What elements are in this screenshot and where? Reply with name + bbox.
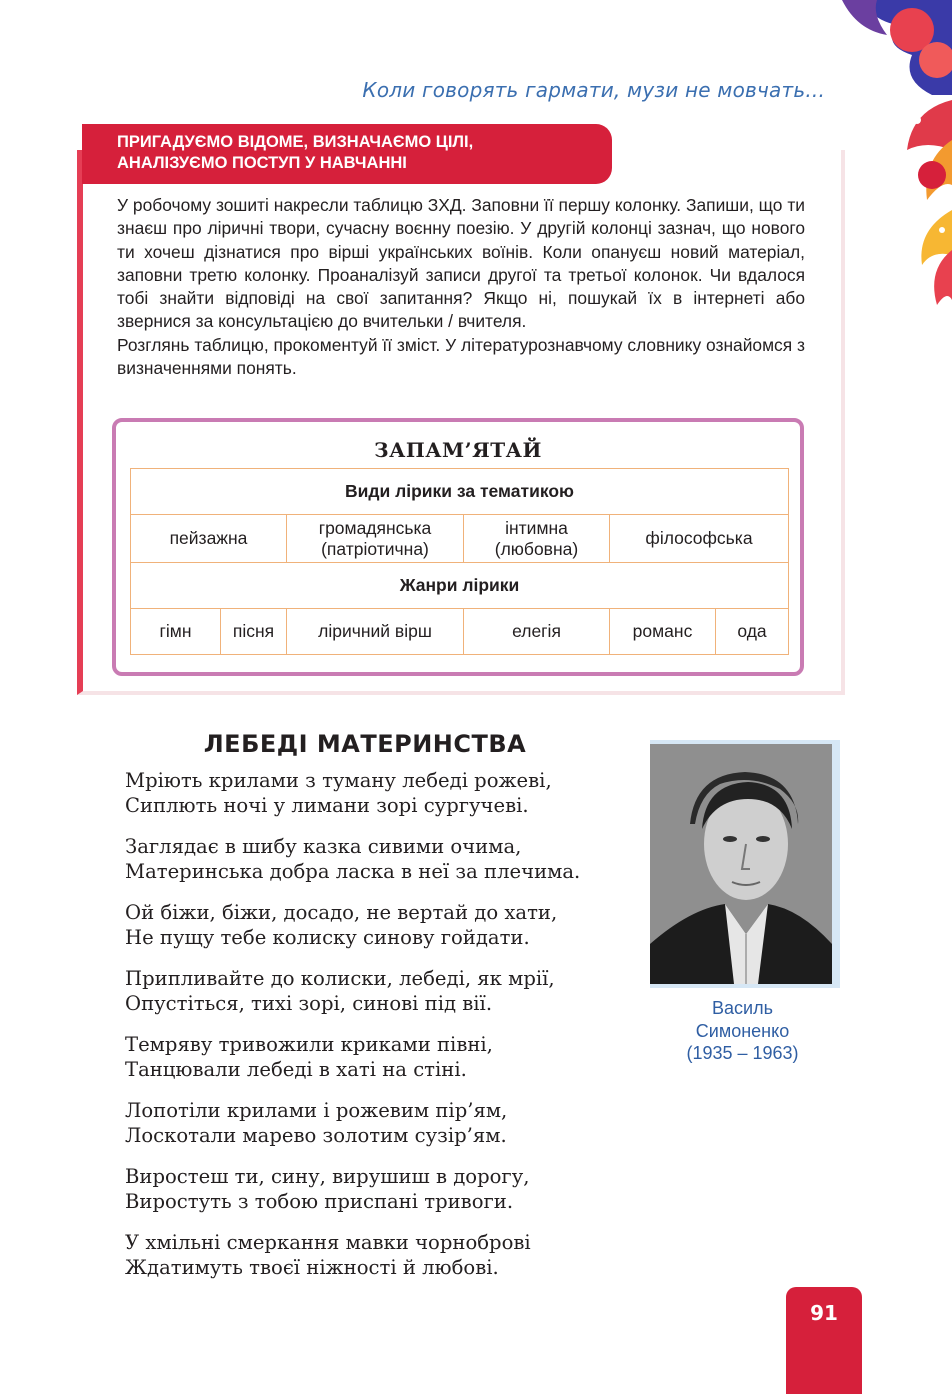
- table-cell: ліричний вірш: [287, 609, 464, 655]
- running-head: Коли говорять гармати, музи не мовчать...: [362, 78, 825, 102]
- stanza: [125, 966, 645, 1016]
- cell-text: (любовна): [494, 538, 579, 559]
- poem-line: Не пущу тебе колиску синову гойдати.: [125, 926, 530, 949]
- portrait-photo: [650, 744, 832, 984]
- table-cell: [131, 515, 287, 563]
- poem-line: Мріють крилами з туману лебеді рожеві,: [125, 769, 552, 792]
- poem-line: Лопотіли крилами і рожевим пір’ям,: [125, 1099, 508, 1122]
- task-paragraph: У робочому зошиті накресли таблицю ЗХД. Заповни її першу колонку. Запиши, що ти знаєш про ліричні твори, сучасну воєнну поезію. У другій колонці зазнач, що нового ти хочеш дізнатися про вірші українських воїнів. Коли опануєш новий матеріал, заповни третю колонку. Проаналізуй записи другої та третьої колонок. Чи вдалося тобі знайти відповіді на свої запитання? Якщо ні, пошукай їх в інтернеті або звернися за консультацією до вчительки / вчителя.: [117, 195, 805, 332]
- remember-title: ЗАПАМ’ЯТАЙ: [374, 438, 542, 462]
- table-cell: [610, 515, 789, 563]
- caption-line: (1935 – 1963): [686, 1043, 799, 1063]
- task-heading-line: ПРИГАДУЄМО ВІДОМЕ, ВИЗНАЧАЄМО ЦІЛІ,: [117, 133, 474, 151]
- caption-line: Симоненко: [695, 1020, 790, 1041]
- cell-text: інтимна: [505, 517, 568, 538]
- cell-text: громадянська: [318, 517, 432, 538]
- lyric-types-table: [130, 468, 789, 655]
- table-cell: [464, 515, 610, 563]
- stanza: [125, 1098, 645, 1148]
- poem-line: Танцювали лебеді в хаті на стіні.: [125, 1058, 467, 1081]
- poem-line: Сиплють ночі у лимани зорі сургучеві.: [125, 794, 529, 817]
- portrait-frame: [650, 740, 840, 988]
- caption-line: Василь: [712, 998, 773, 1018]
- table-cell: пісня: [221, 609, 287, 655]
- page-number-tab: [786, 1287, 862, 1394]
- task-text: [117, 194, 805, 380]
- table-header-genres: Жанри лірики: [131, 563, 789, 609]
- poem-line: Припливайте до колиски, лебеді, як мрії,: [125, 967, 555, 990]
- poem-line: Материнська добра ласка в неї за плечима.: [125, 860, 581, 883]
- cell-text: пейзажна: [169, 528, 248, 548]
- poem-body: [125, 768, 645, 1296]
- table-cell: романс: [610, 609, 716, 655]
- poem-line: Виростуть з тобою приспані тривоги.: [125, 1190, 514, 1213]
- stanza: [125, 900, 645, 950]
- portrait-person-icon: [650, 744, 832, 984]
- task-paragraph: Розглянь таблицю, прокоментуй її зміст. У літературознавчому словнику ознайомся з визначеннями понять.: [117, 334, 805, 379]
- stanza: [125, 834, 645, 884]
- poem-line: Темряву тривожили криками півні,: [125, 1033, 493, 1056]
- page-number: 91: [810, 1301, 838, 1325]
- stanza: [125, 1230, 645, 1280]
- stanza: [125, 1032, 645, 1082]
- task-heading: [82, 124, 612, 184]
- stanza: [125, 768, 645, 818]
- poem-line: Лоскотали марево золотим сузір’ям.: [125, 1124, 507, 1147]
- table-cell: ода: [716, 609, 789, 655]
- cell-text: філософська: [645, 528, 753, 548]
- table-cell: [287, 515, 464, 563]
- poem-line: Заглядає в шибу казка сивими очима,: [125, 835, 522, 858]
- poem-line: У хмільні смеркання мавки чорноброві: [125, 1231, 531, 1254]
- cell-text: (патріотична): [321, 538, 429, 559]
- remember-box: [112, 418, 804, 676]
- portrait-caption: [650, 997, 835, 1065]
- table-cell: гімн: [131, 609, 221, 655]
- task-heading-line: АНАЛІЗУЄМО ПОСТУП У НАВЧАННІ: [117, 154, 407, 172]
- poem-line: Виростеш ти, сину, вирушиш в дорогу,: [125, 1165, 530, 1188]
- poem-line: Опустіться, тихі зорі, синові під вії.: [125, 992, 493, 1015]
- poem-title: ЛЕБЕДІ МАТЕРИНСТВА: [203, 730, 527, 758]
- poem-line: Ждатимуть твоєї ніжності й любові.: [125, 1256, 499, 1279]
- stanza: [125, 1164, 645, 1214]
- table-cell: елегія: [464, 609, 610, 655]
- poem-line: Ой біжи, біжи, досадо, не вертай до хати,: [125, 901, 558, 924]
- table-header-types: Види лірики за тематикою: [131, 469, 789, 515]
